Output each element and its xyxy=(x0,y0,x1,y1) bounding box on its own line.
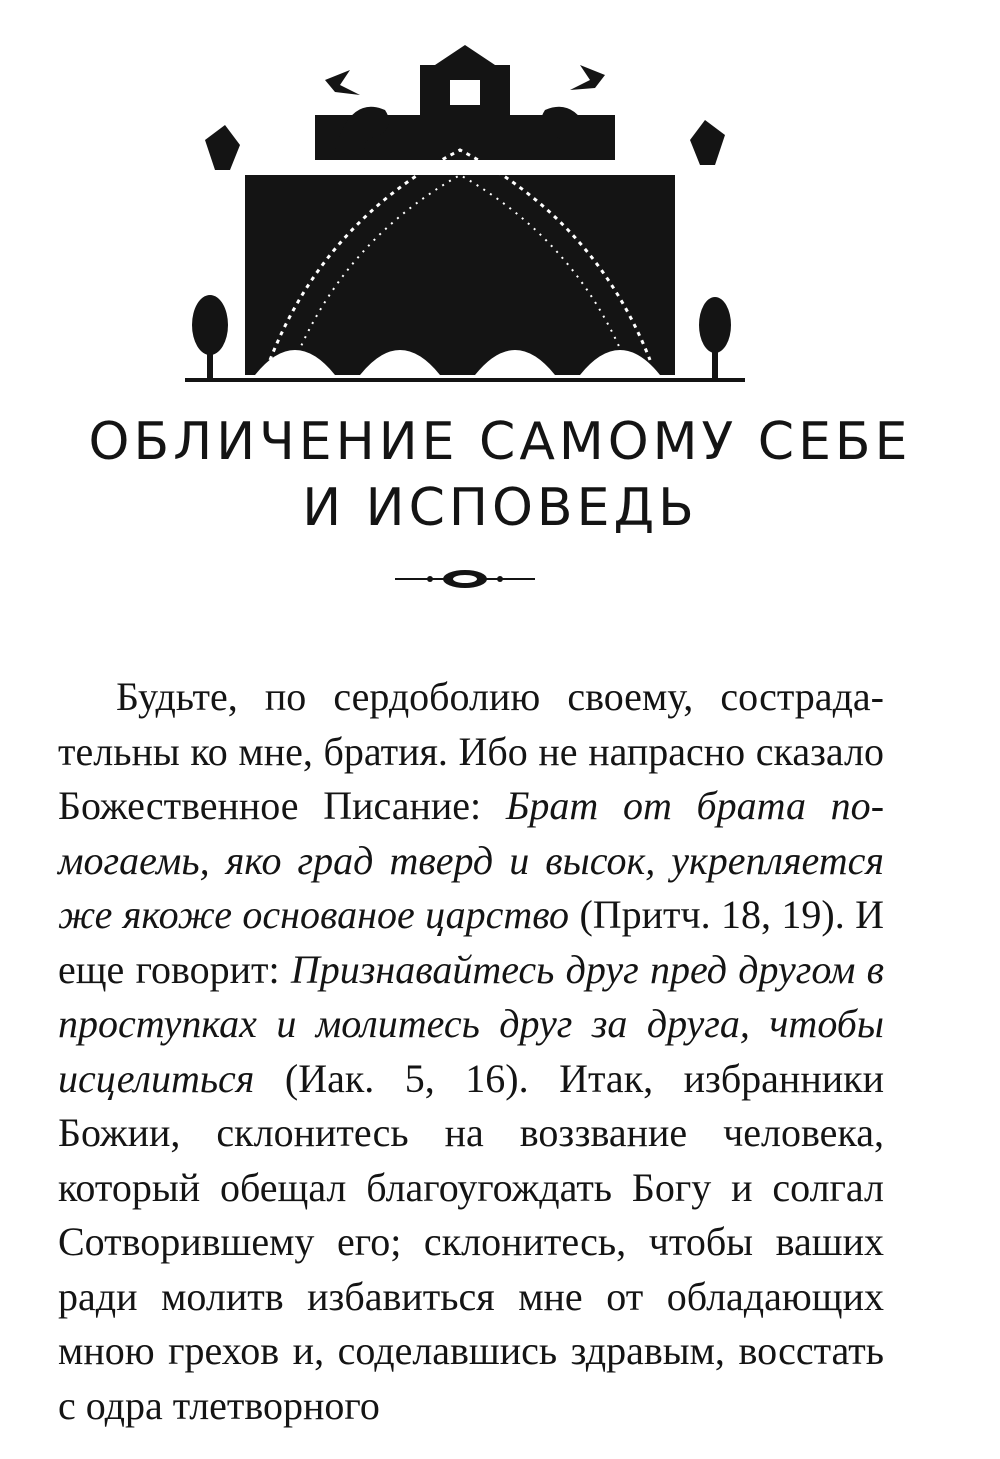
body-text-run: (Иак. 5, 16). Итак, избранники Божии, склонитесь на воззвание человека, который обещал благоугождать Богу и солгал Сотворившему его; склонитесь, чтобы ваших ради молитв избавиться мне от обладающих мною грехов и, соделавшись здравым, восстать с одра тлетворного xyxy=(58,1055,884,1428)
paragraph xyxy=(58,670,884,1433)
body-text-run: (Притч. 18, 19). И еще говорит: xyxy=(58,892,885,992)
palace-headpiece-illustration xyxy=(185,40,745,390)
scripture-quote: Брат от брата помогаемь, яко град тверд и высок, укрепляется же якоже основаное царство xyxy=(58,783,885,937)
chapter-title-line-2: И ИСПОВЕДЬ xyxy=(302,478,698,538)
ornamental-divider xyxy=(390,564,540,594)
scripture-quote: Признавайтесь друг пред другом в проступках и молитесь друг за друга, чтобы исцелиться xyxy=(58,946,884,1101)
body-text-run: Будьте, по сердоболию своему, сострадательны ко мне, братия. Ибо не напрасно сказало Божественное Писание: xyxy=(58,674,884,828)
body-text xyxy=(58,670,884,1433)
chapter-title-line-1: ОБЛИЧЕНИЕ САМОМУ СЕБЕ xyxy=(88,412,912,472)
